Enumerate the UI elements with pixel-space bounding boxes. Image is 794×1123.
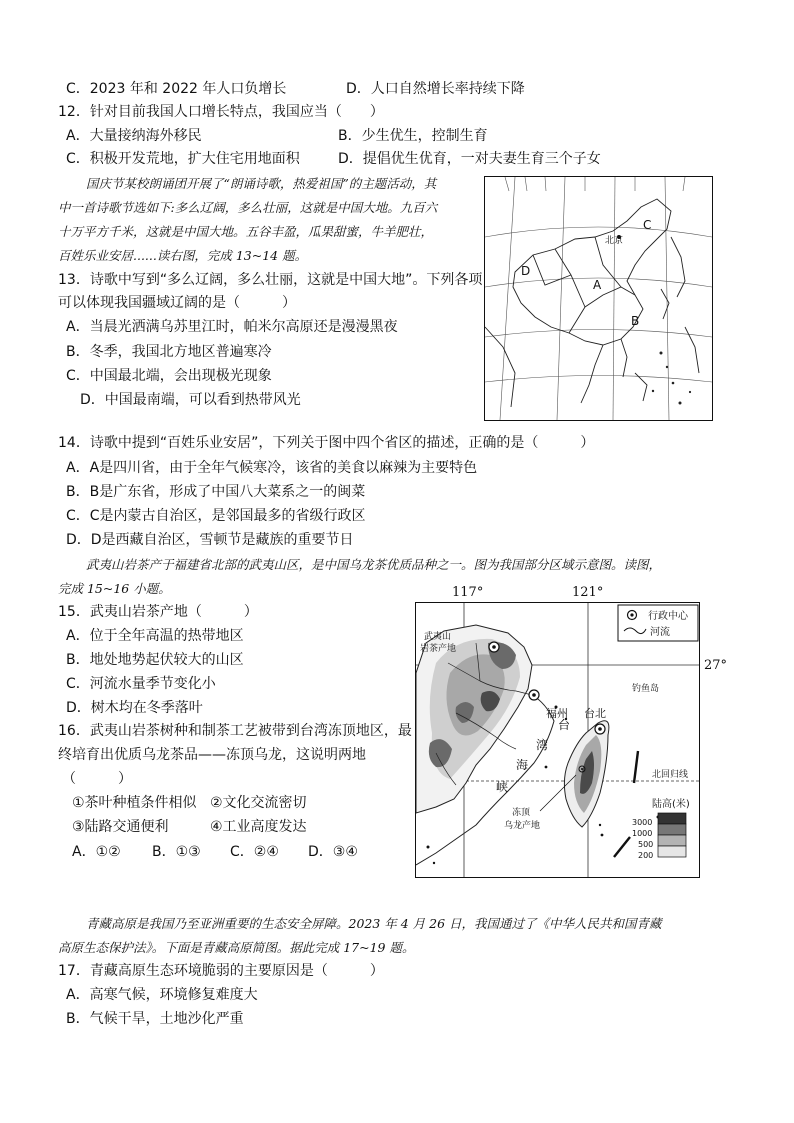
dongding-label-1: 冻顶 <box>512 808 531 818</box>
elevation-3000: 3000 <box>632 818 653 827</box>
q14-option-d: D．D是西藏自治区，雪顿节是藏族的重要节日 <box>66 532 354 548</box>
map2-lon-121: 121° <box>572 585 604 600</box>
q13-option-b: B．冬季，我国北方地区普遍寒冷 <box>66 344 272 360</box>
q16-stem-line2: 终培育出优质乌龙茶品——冻顶乌龙，这说明两地 <box>58 747 366 763</box>
taibei-label: 台北 <box>584 707 606 720</box>
fuzhou-label: 福州 <box>546 707 568 720</box>
q14-option-a: A．A是四川省，由于全年气候寒冷，该省的美食以麻辣为主要特色 <box>66 460 478 476</box>
passage1-line1: 国庆节某校朗诵团开展了“朗诵诗歌，热爱祖国”的主题活动，其 <box>86 176 437 191</box>
province-label-a: A <box>593 278 602 292</box>
q15-option-c: C．河流水量季节变化小 <box>66 676 216 692</box>
q13-option-d: D．中国最南端，可以看到热带风光 <box>80 392 301 408</box>
q11-option-d: D．人口自然增长率持续下降 <box>346 81 525 97</box>
q13-option-c: C．中国最北端，会出现极光现象 <box>66 368 272 384</box>
fujian-taiwan-map-figure <box>415 602 700 878</box>
q11-option-c: C．2023 年和 2022 年人口负增长 <box>66 81 287 97</box>
q12-stem: 12．针对目前我国人口增长特点，我国应当（ ） <box>58 104 384 120</box>
q13-option-a: A．当晨光洒满乌苏里江时，帕米尔高原还是漫漫黑夜 <box>66 319 398 335</box>
elevation-legend-title: 陆高(米) <box>652 799 690 810</box>
passage1-line3: 十万平方千米，这就是中国大地。五谷丰盈，瓜果甜蜜，牛羊肥壮， <box>58 224 434 239</box>
wuyi-label-1: 武夷山 <box>424 632 452 642</box>
strait-label-3: 海 <box>516 758 529 772</box>
elevation-200: 200 <box>638 851 654 860</box>
china-map-figure <box>484 176 713 421</box>
dongding-label-2: 乌龙产地 <box>504 821 541 831</box>
q16-item-1: ①茶叶种植条件相似 <box>72 795 197 811</box>
q14-stem: 14．诗歌中提到“百姓乐业安居”，下列关于图中四个省区的描述，正确的是（ ） <box>58 435 595 451</box>
q17-option-a: A．高寒气候，环境修复难度大 <box>66 987 258 1003</box>
q16-stem-line3: （ ） <box>62 771 132 787</box>
q12-option-b: B．少生优生，控制生育 <box>338 128 488 144</box>
map2-lon-117: 117° <box>452 585 484 600</box>
q12-option-a: A．大量接纳海外移民 <box>66 128 202 144</box>
strait-label-2: 湾 <box>536 738 549 752</box>
legend-river-label: 河流 <box>650 627 670 638</box>
passage1-line4: 百姓乐业安居......读右图，完成 13~14 题。 <box>58 248 308 263</box>
q13-stem-line2: 可以体现我国疆域辽阔的是（ ） <box>58 295 296 311</box>
q13-stem-line1: 13．诗歌中写到“多么辽阔，多么壮丽，这就是中国大地”。下列各项 <box>58 272 483 288</box>
province-label-c: C <box>643 218 652 232</box>
q17-option-b: B．气候干旱，土地沙化严重 <box>66 1011 244 1027</box>
q16-item-3: ③陆路交通便利 <box>72 819 169 835</box>
q14-option-b: B．B是广东省，形成了中国八大菜系之一的闽菜 <box>66 484 366 500</box>
strait-label-4: 峡 <box>496 780 509 794</box>
q15-stem: 15．武夷山岩茶产地（ ） <box>58 604 258 620</box>
province-label-b: B <box>631 314 640 328</box>
elevation-1000: 1000 <box>632 829 653 838</box>
q12-option-c: C．积极开发荒地，扩大住宅用地面积 <box>66 151 300 167</box>
elevation-500: 500 <box>638 840 654 849</box>
fujian-taiwan-map <box>416 603 699 877</box>
q15-option-a: A．位于全年高温的热带地区 <box>66 628 244 644</box>
q16-option-a: A．①② <box>72 844 121 860</box>
q12-option-d: D．提倡优生优育，一对夫妻生育三个子女 <box>338 151 601 167</box>
strait-label-1: 台 <box>558 718 571 732</box>
q17-stem: 17．青藏高原生态环境脆弱的主要原因是（ ） <box>58 963 384 979</box>
passage1-line2: 中一首诗歌节选如下:多么辽阔，多么壮丽，这就是中国大地。九百六 <box>58 200 438 215</box>
province-label-d: D <box>521 264 531 278</box>
map2-lat-27: 27° <box>704 658 728 673</box>
passage3-line1: 青藏高原是我国乃至亚洲重要的生态安全屏障。2023 年 4 月 26 日，我国通过了《中华人民共和国青藏 <box>86 916 662 931</box>
diaoyu-label: 钓鱼岛 <box>632 684 660 694</box>
q14-option-c: C．C是内蒙古自治区，是邻国最多的省级行政区 <box>66 508 366 524</box>
q16-option-b: B．①③ <box>152 844 201 860</box>
q16-option-d: D．③④ <box>308 844 358 860</box>
passage3-line2: 高原生态保护法》。下面是青藏高原简图。据此完成 17~19 题。 <box>58 940 415 955</box>
tropic-label: 北回归线 <box>652 770 689 780</box>
passage2-line2: 完成 15~16 小题。 <box>58 581 171 596</box>
q15-option-b: B．地处地势起伏较大的山区 <box>66 652 244 668</box>
q16-option-c: C．②④ <box>230 844 279 860</box>
passage2-line1: 武夷山岩茶产于福建省北部的武夷山区，是中国乌龙茶优质品种之一。图为我国部分区域示意图。读图， <box>86 557 662 572</box>
q16-item-4: ④工业高度发达 <box>210 819 307 835</box>
q15-option-d: D．树木均在冬季落叶 <box>66 700 203 716</box>
beijing-label: 北京 <box>605 236 624 246</box>
q16-stem-line1: 16．武夷山岩茶树种和制茶工艺被带到台湾冻顶地区，最 <box>58 723 412 739</box>
wuyi-label-2: 岩茶产地 <box>420 644 457 654</box>
legend-admin-label: 行政中心 <box>648 611 688 622</box>
q16-item-2: ②文化交流密切 <box>210 795 307 811</box>
china-map <box>485 177 712 420</box>
